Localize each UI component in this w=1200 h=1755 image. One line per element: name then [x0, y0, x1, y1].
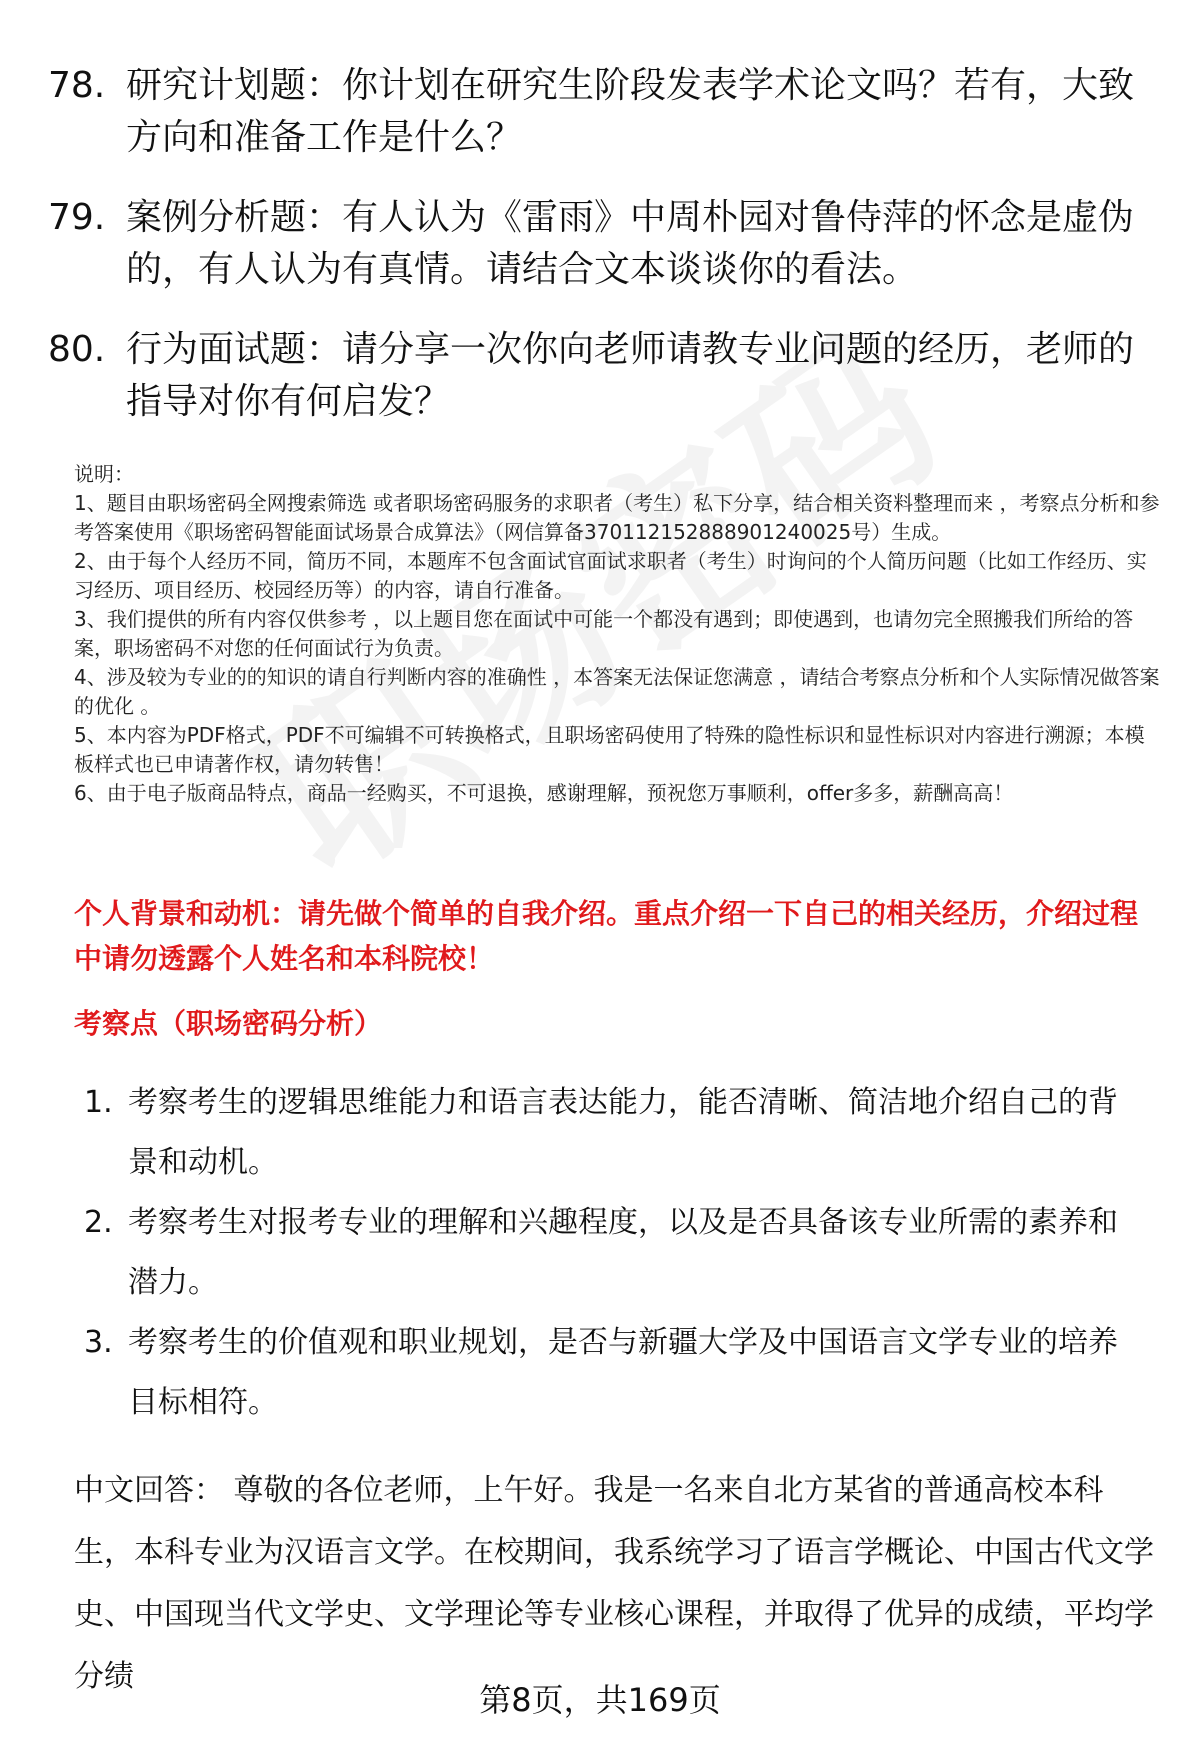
answer-label: 中文回答： — [74, 1473, 224, 1508]
answer-paragraph — [74, 1460, 1160, 1708]
note-item: 5、本内容为PDF格式，PDF不可编辑不可转换格式，且职场密码使用了特殊的隐性标识和显性标识对内容进行溯源；本模板样式也已申请著作权，请勿转售！ — [74, 723, 1145, 776]
note-item: 3、我们提供的所有内容仅供参考 ，以上题目您在面试中可能一个都没有遇到；即使遇到，也请勿完全照搬我们所给的答案，职场密码不对您的任何面试行为负责。 — [74, 607, 1134, 660]
analysis-point — [84, 1073, 1160, 1193]
question-number: 80. — [48, 329, 106, 370]
question-78 — [48, 60, 1158, 164]
point-text: 考察考生的价值观和职业规划，是否与新疆大学及中国语言文学专业的培养目标相符。 — [128, 1325, 1118, 1420]
question-number: 79. — [48, 197, 106, 238]
analysis-points-list — [84, 1073, 1160, 1433]
question-79 — [48, 192, 1158, 296]
point-number: 2. — [84, 1205, 113, 1240]
page-footer: 第8页，共169页 — [479, 1681, 721, 1719]
point-number: 1. — [84, 1085, 113, 1120]
motivation-question: 个人背景和动机：请先做个简单的自我介绍。重点介绍一下自己的相关经历，介绍过程中请勿透露个人姓名和本科院校！ — [74, 897, 1139, 975]
notes-title: 说明： — [74, 462, 134, 486]
question-text: 行为面试题：请分享一次你向老师请教专业问题的经历，老师的指导对你有何启发？ — [126, 329, 1135, 422]
question-text: 研究计划题：你计划在研究生阶段发表学术论文吗？若有，大致方向和准备工作是什么？ — [126, 65, 1135, 158]
answer-text: 尊敬的各位老师，上午好。我是一名来自北方某省的普通高校本科生，本科专业为汉语言文学。在校期间，我系统学习了语言学概论、中国古代文学史、中国现当代文学史、文学理论等专业核心课程，并取得了优异的成绩，平均学分绩 — [74, 1473, 1154, 1694]
note-item: 6、由于电子版商品特点，商品一经购买，不可退换，感谢理解，预祝您万事顺利，offer多多，薪酬高高！ — [74, 781, 1014, 805]
note-item: 2、由于每个人经历不同，简历不同，本题库不包含面试官面试求职者（考生）时询问的个人简历问题（比如工作经历、实习经历、项目经历、校园经历等）的内容，请自行准备。 — [74, 549, 1147, 602]
note-item: 1、题目由职场密码全网搜索筛选 或者职场密码服务的求职者（考生）私下分享，结合相关资料整理而来 ，考察点分析和参考答案使用《职场密码智能面试场景合成算法》（网信算备370112152888901240025号）生成。 — [74, 491, 1160, 544]
analysis-point — [84, 1313, 1160, 1433]
notes-section — [74, 460, 1160, 808]
question-number: 78. — [48, 65, 106, 106]
question-text: 案例分析题：有人认为《雷雨》中周朴园对鲁侍萍的怀念是虚伪的，有人认为有真情。请结合文本谈谈你的看法。 — [126, 197, 1135, 290]
question-80 — [48, 324, 1158, 428]
point-text: 考察考生对报考专业的理解和兴趣程度，以及是否具备该专业所需的素养和潜力。 — [128, 1205, 1118, 1300]
point-number: 3. — [84, 1325, 113, 1360]
note-item: 4、涉及较为专业的的知识的请自行判断内容的准确性 ，本答案无法保证您满意 ，请结合考察点分析和个人实际情况做答案的优化 。 — [74, 665, 1160, 718]
analysis-heading: 考察点（职场密码分析） — [74, 1007, 383, 1040]
point-text: 考察考生的逻辑思维能力和语言表达能力，能否清晰、简洁地介绍自己的背景和动机。 — [128, 1085, 1118, 1180]
analysis-point — [84, 1193, 1160, 1313]
